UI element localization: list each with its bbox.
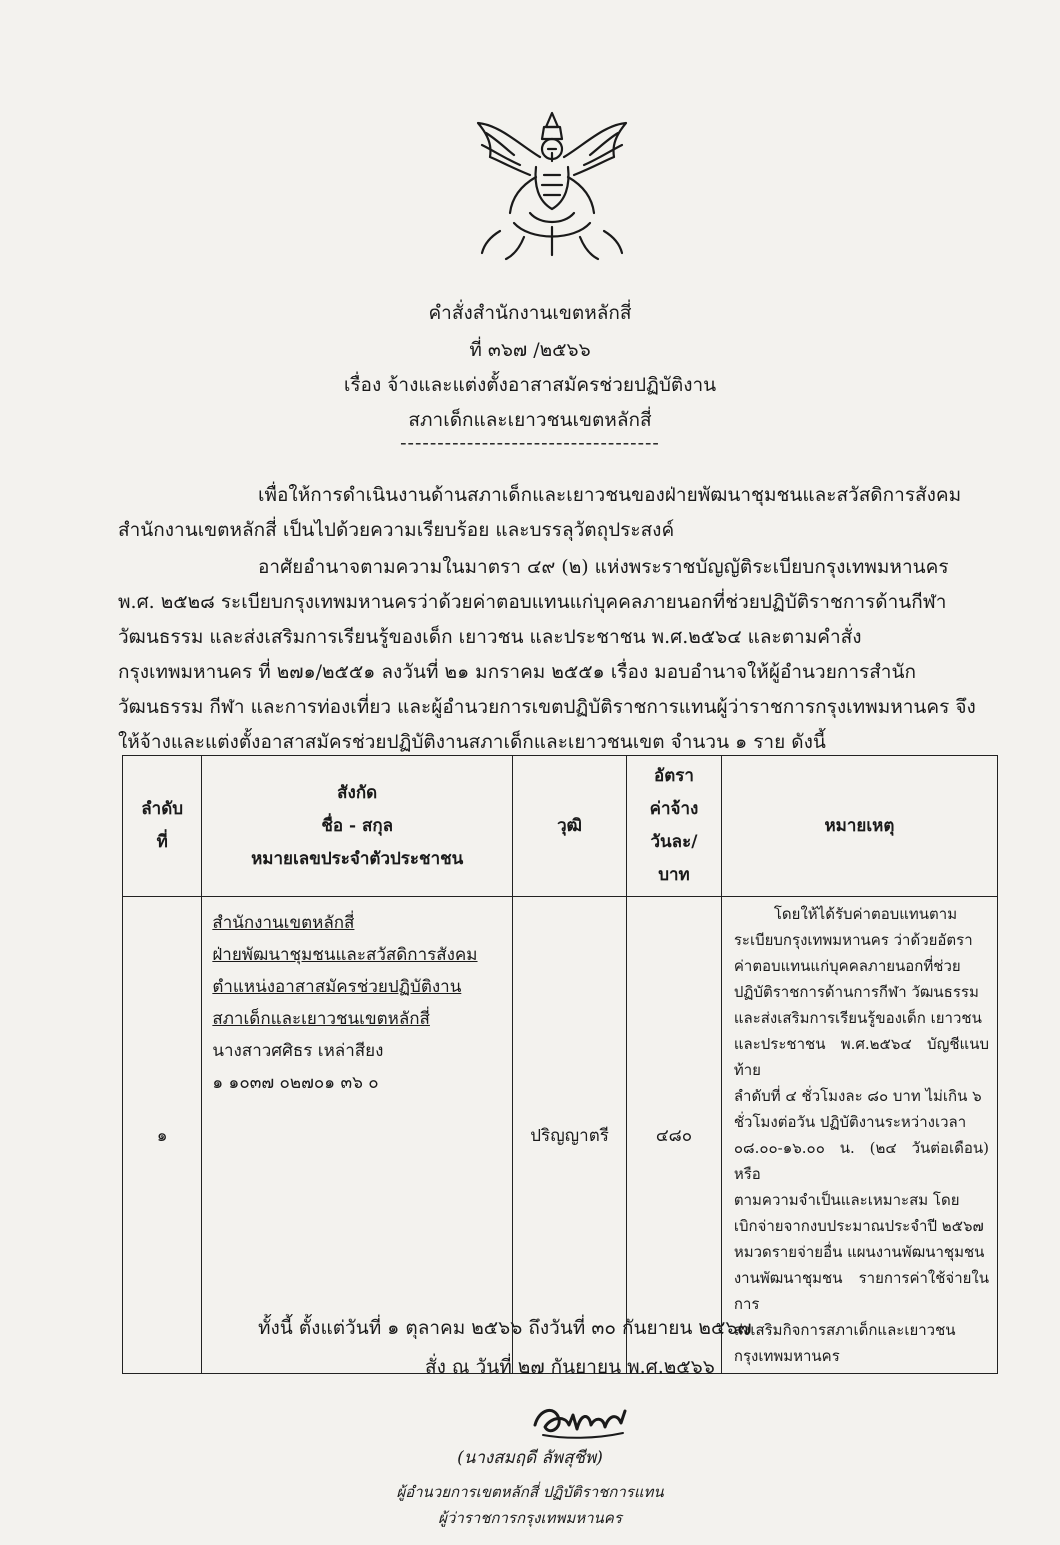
affiliation-line: ตำแหน่งอาสาสมัครช่วยปฏิบัติงาน	[212, 977, 462, 997]
remark-line: ส่งเสริมกิจการสภาเด็กและเยาวชน	[733, 1321, 956, 1339]
header-remark: หมายเหตุ	[721, 756, 997, 897]
row-rate: ๔๘๐	[627, 897, 722, 1374]
row-no: ๑	[123, 897, 202, 1374]
subject-line-2: สภาเด็กและเยาวชนเขตหลักสี่	[408, 409, 652, 431]
remark-line: กรุงเทพมหานคร	[733, 1347, 840, 1365]
table-row	[123, 897, 998, 1374]
remark-line: ๐๘.๐๐-๑๖.๐๐ น. (๒๔ วันต่อเดือน) หรือ	[733, 1139, 989, 1183]
header-affiliation: สังกัด ชื่อ - สกุล หมายเลขประจำตัวประชาชน	[202, 756, 513, 897]
remark-line: และประชาชน พ.ศ.๒๕๖๔ บัญชีแนบท้าย	[733, 1035, 989, 1079]
remark-line: ค่าตอบแทนแก่บุคคลภายนอกที่ช่วย	[733, 957, 961, 975]
remark-line: ปฏิบัติราชการด้านการกีฬา วัฒนธรรม	[733, 983, 979, 1001]
remark-line: โดยให้ได้รับค่าตอบแทนตาม	[773, 905, 958, 923]
remark-line: หมวดรายจ่ายอื่น แผนงานพัฒนาชุมชน	[733, 1243, 985, 1261]
person-name: นางสาวศศิธร เหล่าสียง	[212, 1041, 384, 1061]
header-no: ลำดับ ที่	[123, 756, 202, 897]
affiliation-line: สำนักงานเขตหลักสี่	[212, 913, 355, 933]
order-date: สั่ง ณ วันที่ ๒๗ กันยายน พ.ศ.๒๕๖๖	[425, 1356, 715, 1378]
remark-line: เบิกจ่ายจากงบประมาณประจำปี ๒๕๖๗	[733, 1217, 984, 1235]
appointment-table	[122, 755, 998, 1374]
employment-period: ทั้งนี้ ตั้งแต่วันที่ ๑ ตุลาคม ๒๕๖๖ ถึงวันที่ ๓๐ กันยายน ๒๕๖๗	[258, 1317, 752, 1339]
remark-line: ตามความจำเป็นและเหมาะสม โดย	[733, 1191, 960, 1209]
table-header-row	[123, 756, 998, 897]
id-number: ๑ ๑๐๓๗ ๐๒๗๐๑ ๓๖ ๐	[212, 1073, 379, 1093]
garuda-emblem-icon	[470, 105, 635, 265]
remark-line: และส่งเสริมการเรียนรู้ของเด็ก เยาวชน	[733, 1009, 982, 1027]
remark-line: ลำดับที่ ๔ ชั่วโมงละ ๘๐ บาท ไม่เกิน ๖	[733, 1087, 982, 1105]
purpose-paragraph: เพื่อให้การดำเนินงานด้านสภาเด็กและเยาวชนของฝ่ายพัฒนาชุมชนและสวัสดิการสังคม สำนักงานเขตหลักสี่ เป็นไปด้วยความเรียบร้อย และบรรลุวัตถุประสงค์	[118, 484, 962, 541]
header-qualification: วุฒิ	[513, 756, 627, 897]
order-title: คำสั่งสำนักงานเขตหลักสี่	[428, 302, 632, 324]
affiliation-line: สภาเด็กและเยาวชนเขตหลักสี่	[212, 1009, 430, 1029]
remark-line: ระเบียบกรุงเทพมหานคร ว่าด้วยอัตรา	[733, 931, 973, 949]
order-number: ที่ ๓๖๗ /๒๕๖๖	[469, 339, 591, 361]
signer-position-2: ผู้ว่าราชการกรุงเทพมหานคร	[438, 1509, 622, 1527]
remark-line: งานพัฒนาชุมชน รายการค่าใช้จ่ายในการ	[733, 1269, 989, 1313]
handwritten-signature	[525, 1395, 635, 1450]
row-qualification: ปริญญาตรี	[513, 897, 627, 1374]
signer-name: (นางสมฤดี ลัพสุชีพ)	[457, 1448, 603, 1468]
subject-line-1: เรื่อง จ้างและแต่งตั้งอาสาสมัครช่วยปฏิบัติงาน	[343, 374, 717, 396]
row-affiliation	[202, 897, 513, 1374]
header-rate: อัตรา ค่าจ้าง วันละ/ บาท	[627, 756, 722, 897]
authority-paragraph: อาศัยอำนาจตามความในมาตรา ๔๙ (๒) แห่งพระราชบัญญัติระเบียบกรุงเทพมหานคร พ.ศ. ๒๕๒๘ ระเบียบกรุงเทพมหานครว่าด้วยค่าตอบแทนแก่บุคคลภายนอกที่ช่วยปฏิบัติราชการด้านกีฬา วัฒนธรรม และส่งเสริมการเรียนรู้ของเด็ก เยาวชน และประชาชน พ.ศ.๒๕๖๔ และตามคำสั่งกรุงเทพมหานคร ที่ ๒๗๑/๒๕๕๑ ลงวันที่ ๒๑ มกราคม ๒๕๕๑ เรื่อง มอบอำนาจให้ผู้อำนวยการสำนักวัฒนธรรม กีฬา และการท่องเที่ยว และผู้อำนวยการเขตปฏิบัติราชการแทนผู้ว่าราชการกรุงเทพมหานคร จึงให้จ้างและแต่งตั้งอาสาสมัครช่วยปฏิบัติงานสภาเด็กและเยาวชนเขต จำนวน ๑ ราย ดังนี้	[118, 556, 976, 753]
header-divider: -----------------------------------	[400, 432, 660, 454]
remark-line: ชั่วโมงต่อวัน ปฏิบัติงานระหว่างเวลา	[733, 1113, 967, 1131]
row-remark	[721, 897, 997, 1374]
signer-position-1: ผู้อำนวยการเขตหลักสี่ ปฏิบัติราชการแทน	[396, 1483, 664, 1501]
affiliation-line: ฝ่ายพัฒนาชุมชนและสวัสดิการสังคม	[212, 945, 478, 965]
